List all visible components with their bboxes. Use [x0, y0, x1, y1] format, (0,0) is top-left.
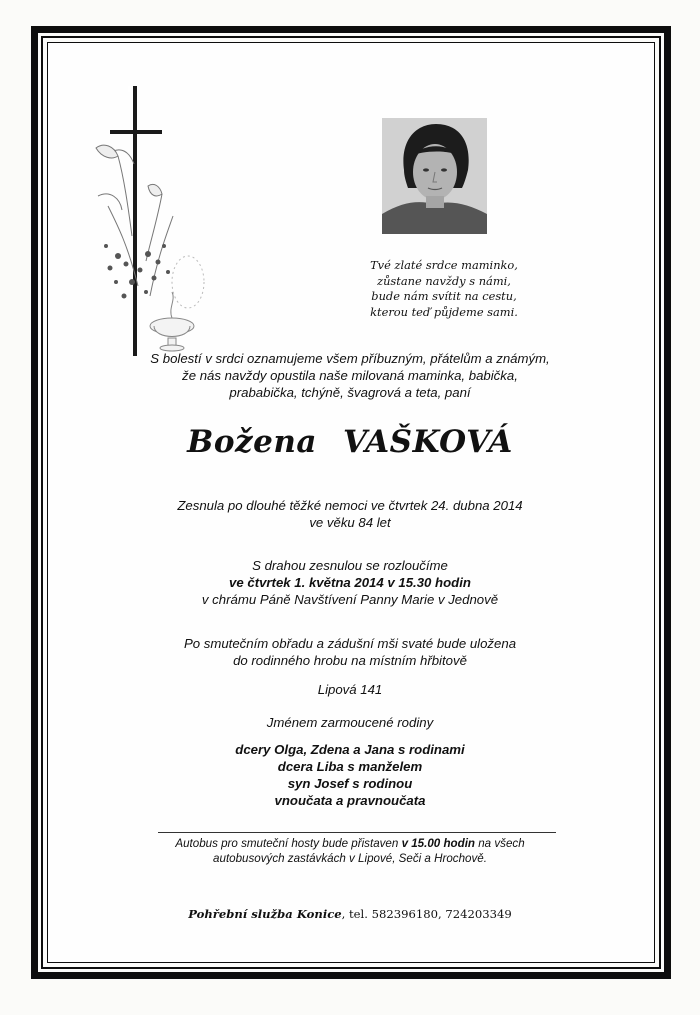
- family-members: [100, 741, 600, 809]
- funeral-service-footer: [150, 907, 550, 921]
- poem-line: kterou teď půjdeme sami.: [370, 304, 518, 319]
- funeral-service-name: Pohřební služba Konice: [188, 907, 342, 921]
- age-line: ve věku 84 let: [309, 515, 391, 530]
- death-info: [100, 497, 600, 531]
- family-member: vnoučata a pravnoučata: [274, 793, 426, 808]
- poem-line: bude nám svítit na cestu,: [371, 289, 517, 303]
- address: [100, 681, 600, 698]
- address-line: Lipová 141: [317, 682, 383, 697]
- family-intro: [100, 714, 600, 731]
- announcement-line: že nás navždy opustila naše milovaná maminka, babička,: [182, 368, 518, 383]
- poem-line: zůstane navždy s námi,: [377, 273, 511, 288]
- bus-note-line2: autobusových zastávkách v Lipové, Seči a Hrochově.: [213, 852, 487, 865]
- first-name: Božena: [187, 424, 317, 460]
- burial-info: [100, 635, 600, 669]
- announcement-line: prababička, tchýně, švagrová a teta, paní: [229, 385, 471, 400]
- deceased-name: [120, 424, 580, 460]
- family-member: dcera Liba s manželem: [277, 759, 423, 774]
- bus-note-part2: na všech: [475, 837, 525, 850]
- portrait-photo: [382, 118, 487, 234]
- last-name: VAŠKOVÁ: [342, 424, 513, 460]
- burial-line: Po smutečním obřadu a zádušní mši svaté bude uložena: [183, 636, 517, 651]
- death-line: Zesnula po dlouhé těžké nemoci ve čtvrtek 24. dubna 2014: [177, 498, 523, 513]
- divider: [158, 832, 556, 833]
- funeral-service-contact: , tel. 582396180, 724203349: [341, 907, 512, 921]
- family-member: syn Josef s rodinou: [287, 776, 413, 791]
- burial-line: do rodinného hrobu na místním hřbitově: [233, 653, 467, 668]
- cross-lilies-icon: [88, 86, 218, 358]
- announcement-line: S bolestí v srdci oznamujeme všem příbuzným, přátelům a známým,: [150, 351, 550, 366]
- farewell-datetime: ve čtvrtek 1. května 2014 v 15.30 hodin: [229, 575, 471, 590]
- bus-note: [150, 836, 550, 866]
- farewell-info: [100, 557, 600, 608]
- announcement: [100, 350, 600, 401]
- poem: [330, 258, 558, 320]
- poem-line: Tvé zlaté srdce maminko,: [370, 258, 518, 272]
- family-intro-line: Jménem zarmoucené rodiny: [266, 715, 434, 730]
- farewell-intro: S drahou zesnulou se rozloučíme: [252, 558, 448, 573]
- family-member: dcery Olga, Zdena a Jana s rodinami: [235, 742, 465, 757]
- bus-note-time: v 15.00 hodin: [401, 837, 476, 850]
- bus-note-part1: Autobus pro smuteční hosty bude přistaven: [175, 837, 402, 850]
- farewell-place: v chrámu Páně Navštívení Panny Marie v Jednově: [201, 592, 499, 607]
